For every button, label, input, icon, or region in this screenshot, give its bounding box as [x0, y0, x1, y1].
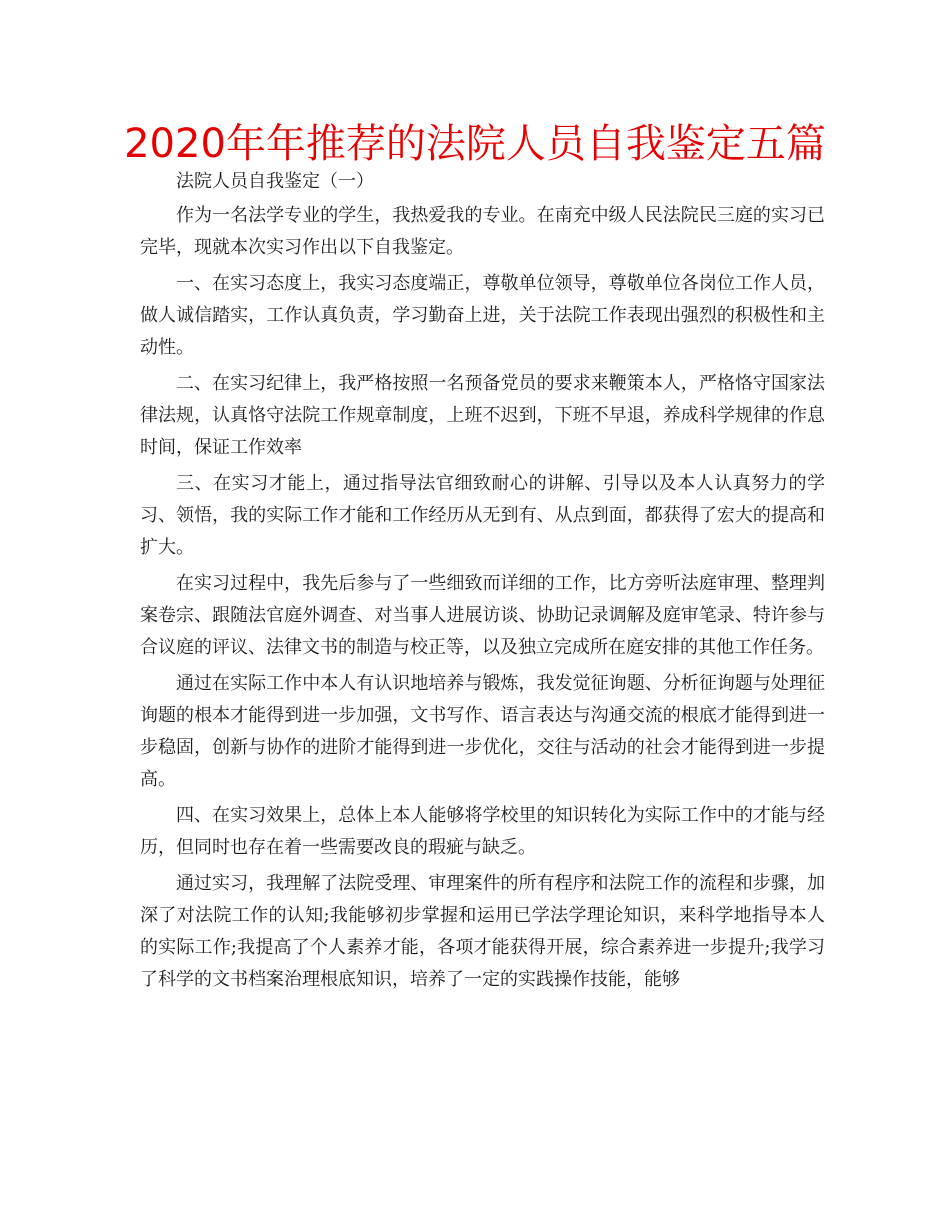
document-body [140, 168, 825, 996]
paragraph-1: 作为一名法学专业的学生，我热爱我的专业。在南充中级人民法院民三庭的实习已完毕，现就本次实习作出以下自我鉴定。 [140, 205, 825, 258]
paragraph-3: 二、在实习纪律上，我严格按照一名预备党员的要求来鞭策本人，严格恪守国家法律法规，认真恪守法院工作规章制度，上班不迟到，下班不早退，养成科学规律的作息时间，保证工作效率 [140, 373, 825, 458]
paragraph-4: 三、在实习才能上，通过指导法官细致耐心的讲解、引导以及本人认真努力的学习、领悟，我的实际工作才能和工作经历从无到有、从点到面，都获得了宏大的提高和扩大。 [140, 473, 825, 558]
paragraph-2: 一、在实习态度上，我实习态度端正，尊敬单位领导，尊敬单位各岗位工作人员，做人诚信踏实，工作认真负责，学习勤奋上进，关于法院工作表现出强烈的积极性和主动性。 [140, 273, 825, 358]
paragraph-6: 通过在实际工作中本人有认识地培养与锻炼，我发觉征询题、分析征询题与处理征询题的根本才能得到进一步加强，文书写作、语言表达与沟通交流的根底才能得到进一步稳固，创新与协作的进阶才能得到进一步优化，交往与活动的社会才能得到进一步提高。 [140, 673, 825, 790]
paragraph-5: 在实习过程中，我先后参与了一些细致而详细的工作，比方旁听法庭审理、整理判案卷宗、跟随法官庭外调查、对当事人进展访谈、协助记录调解及庭审笔录、特许参与合议庭的评议、法律文书的制造与校正等，以及独立完成所在庭安排的其他工作任务。 [140, 573, 825, 658]
document-title: 2020年年推荐的法院人员自我鉴定五篇 [124, 121, 826, 167]
paragraph-7: 四、在实习效果上，总体上本人能够将学校里的知识转化为实际工作中的才能与经历，但同时也存在着一些需要改良的瑕疵与缺乏。 [140, 805, 825, 858]
paragraph-8: 通过实习，我理解了法院受理、审理案件的所有程序和法院工作的流程和步骤，加深了对法院工作的认知;我能够初步掌握和运用已学法学理论知识，来科学地指导本人的实际工作;我提高了个人素养才能，各项才能获得开展，综合素养进一步提升;我学习了科学的文书档案治理根底知识，培养了一定的实践操作技能，能够 [140, 873, 825, 990]
section-heading: 法院人员自我鉴定（一） [176, 171, 374, 192]
